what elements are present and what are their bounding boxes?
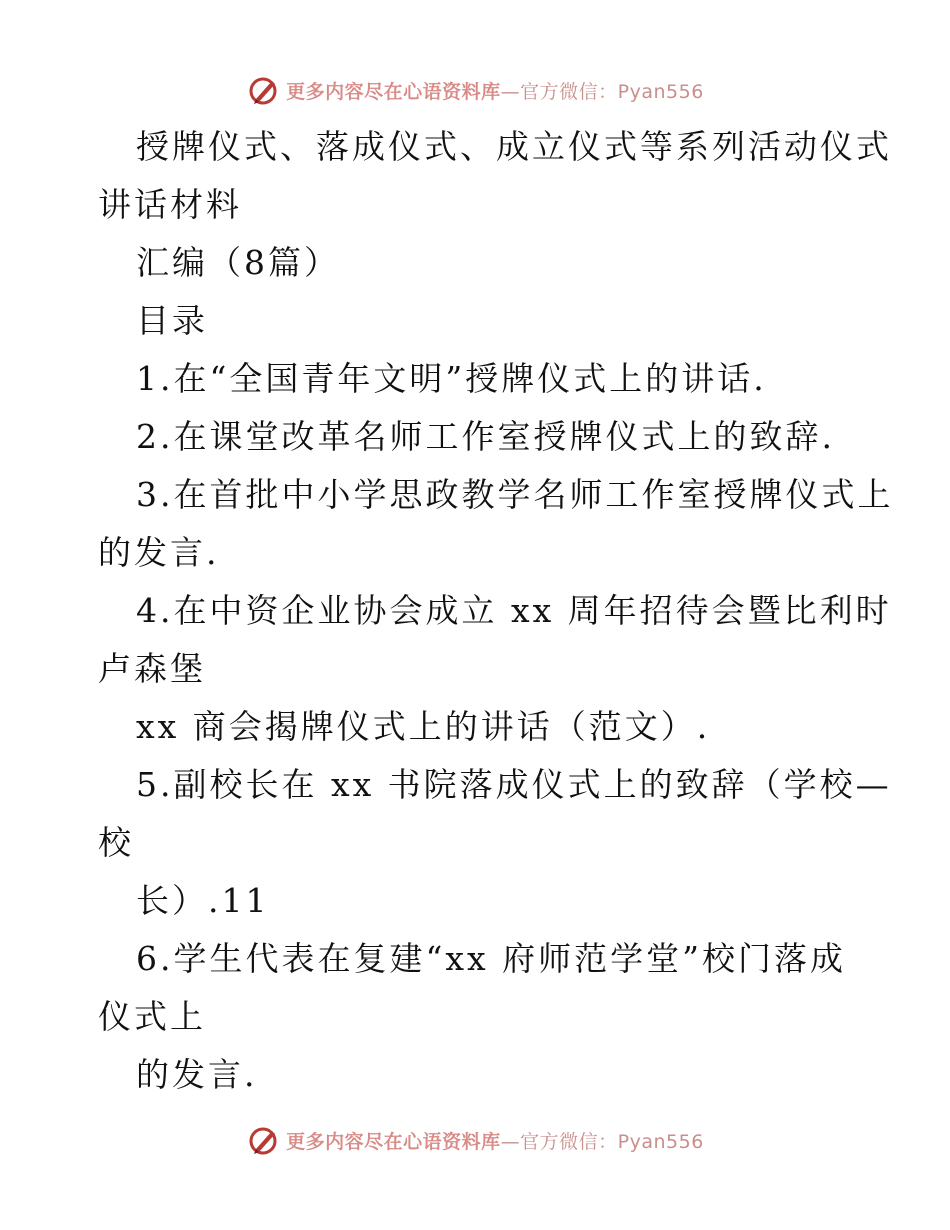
footer-banner [0, 1120, 950, 1160]
banner-text [286, 77, 704, 104]
toc-item-3-cont: 的发言. [98, 533, 220, 572]
pen-logo-icon [246, 73, 280, 107]
header-banner [0, 70, 950, 110]
toc-item-3: 3.在首批中小学思政教学名师工作室授牌仪式上 [136, 475, 894, 514]
toc-item-6-cont: 仪式上 [98, 997, 206, 1036]
title-line-2: 讲话材料 [98, 185, 242, 224]
title-line-1: 授牌仪式、落成仪式、成立仪式等系列活动仪式 [136, 127, 892, 166]
toc-item-4: 4.在中资企业协会成立 xx 周年招待会暨比利时 [136, 591, 892, 630]
banner-text [286, 1127, 704, 1154]
toc-item-4-cont-2: xx 商会揭牌仪式上的讲话（范文）. [136, 707, 711, 746]
toc-item-2: 2.在课堂改革名师工作室授牌仪式上的致辞. [136, 417, 835, 456]
banner-separator: — [500, 80, 521, 103]
banner-tail-text: 官方微信：Pyan556 [520, 1130, 704, 1153]
toc-item-6-cont-2: 的发言. [136, 1055, 258, 1094]
title-line-3: 汇编（8篇） [136, 243, 340, 282]
pen-logo-icon [246, 1123, 280, 1157]
toc-item-5-cont: 校 [98, 823, 134, 862]
toc-item-5-cont-2: 长）.11 [136, 881, 270, 920]
document-body [98, 118, 894, 1104]
toc-heading: 目录 [136, 301, 208, 340]
banner-separator: — [500, 1130, 521, 1153]
toc-item-1: 1.在“全国青年文明”授牌仪式上的讲话. [136, 359, 767, 398]
banner-main-text: 更多内容尽在心语资料库 [286, 1130, 501, 1153]
toc-item-4-cont: 卢森堡 [98, 649, 206, 688]
toc-item-5: 5.副校长在 xx 书院落成仪式上的致辞（学校— [136, 765, 892, 804]
banner-tail-text: 官方微信：Pyan556 [520, 80, 704, 103]
banner-main-text: 更多内容尽在心语资料库 [286, 80, 501, 103]
toc-item-6: 6.学生代表在复建“xx 府师范学堂”校门落成 [136, 939, 846, 978]
